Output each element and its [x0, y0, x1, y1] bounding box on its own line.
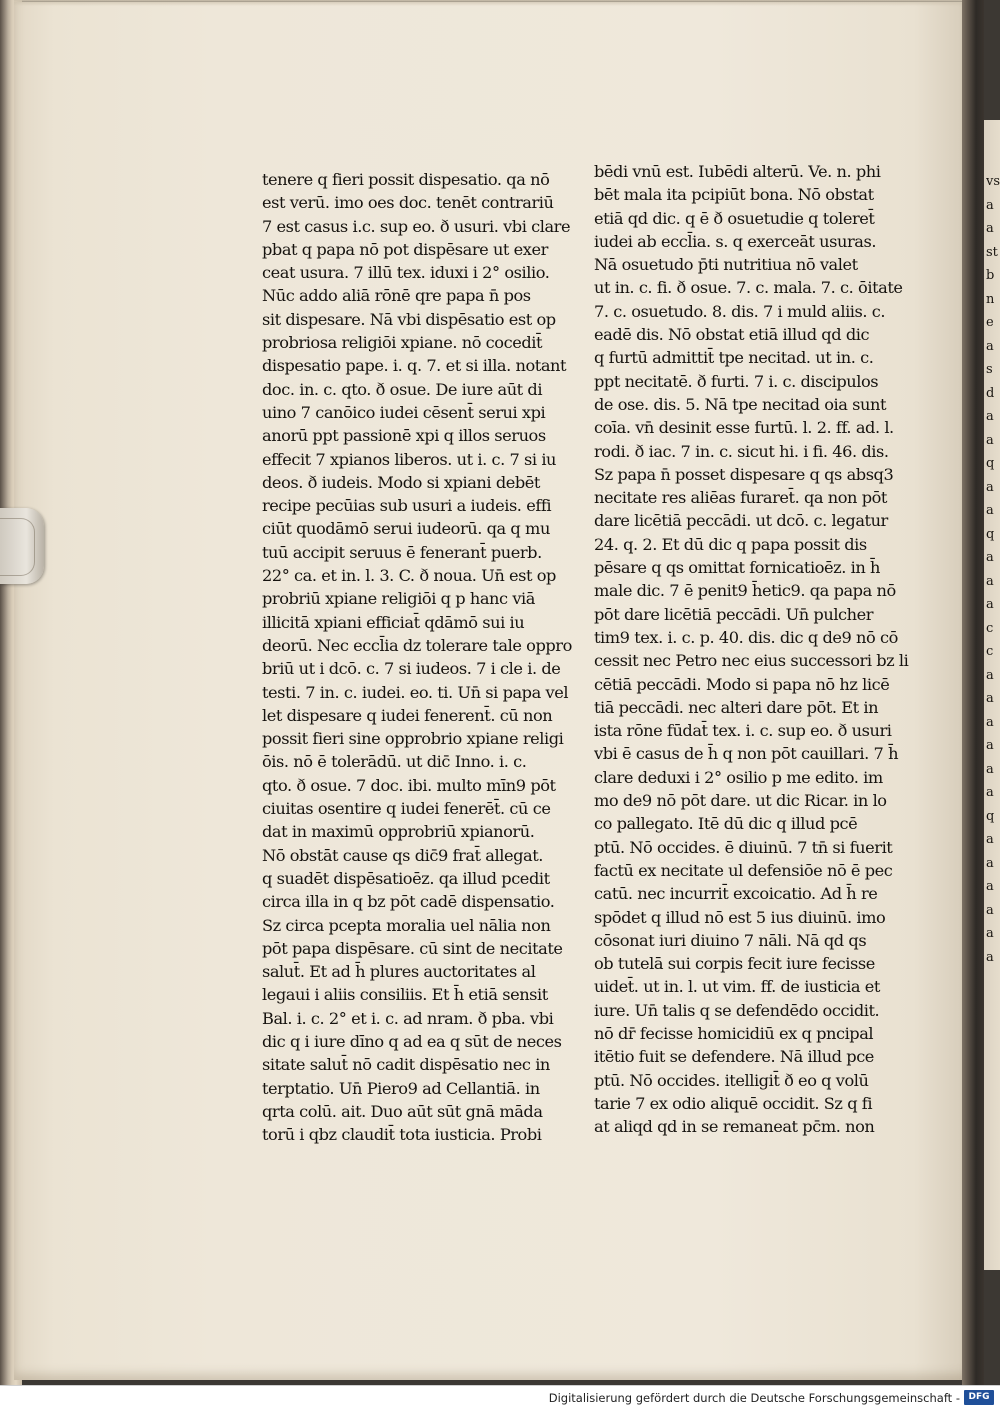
text-line: Nūc addo aliā rōnē qre papa n̄ pos: [262, 286, 531, 306]
text-line: mo de9 nō pōt dare. ut dic Ricar. in lo: [594, 791, 887, 811]
text-line: ceat usura. 7 illū tex. iduxi i 2° osilio.: [262, 263, 550, 283]
text-line: Sz papa n̄ posset dispesare q qs absq3: [594, 464, 894, 484]
text-line: catū. nec incurrit̄ excoicatio. Ad h̄ re: [594, 884, 878, 904]
text-line: dic q i iure dīno q ad ea q sūt de neces: [262, 1031, 562, 1051]
text-line: uidet̄. ut in. l. ut vim. ff. de iusticia et: [594, 977, 880, 997]
text-line: pōt dare licētiā peccādi. Un̄ pulcher: [594, 604, 874, 624]
book-gutter: [962, 0, 984, 1385]
text-line: iudei ab eccl̄ia. s. q exerceāt usuras.: [594, 231, 877, 251]
text-line: testi. 7 in. c. iudei. eo. ti. Un̄ si papa vel: [262, 682, 569, 702]
text-line: recipe pecūias sub usuri a iudeis. effi: [262, 496, 552, 516]
text-line: ob tutelā sui corpis fecit iure fecisse: [594, 954, 875, 974]
text-line: co pallegato. Itē dū dic q illud pcē: [594, 814, 858, 834]
text-line: ppt necitatē. ð furti. 7 i. c. discipulos: [594, 371, 879, 391]
page-top-edge: [14, 0, 974, 6]
text-line: uino 7 canōico iudei cēsent̄ serui xpi: [262, 402, 546, 422]
text-line: briū ut i dcō. c. 7 si iudeos. 7 i cle i. de: [262, 659, 561, 679]
text-line: ptū. Nō occides. ē diuinū. 7 tn̄ si fuerit: [594, 837, 893, 857]
text-line: qrta colū. ait. Duo aūt sūt gnā māda: [262, 1101, 543, 1121]
text-column-right: [594, 160, 908, 1138]
text-line: 22° ca. et in. l. 3. C. ð noua. Un̄ est op: [262, 566, 556, 586]
text-line: tenere q fieri possit dispesatio. qa nō: [262, 170, 550, 189]
text-line: dispesatio pape. i. q. 7. et si illa. notant: [262, 356, 567, 376]
text-line: anorū ppt passionē xpi q illos seruos: [262, 426, 546, 446]
text-line: deos. ð iudeis. Modo si xpiani debēt: [262, 472, 540, 492]
next-page-text-fragment: vsaastbneasdaaqaaqaaaccaaaaaaqaaaaaa: [986, 174, 1000, 965]
text-line: itētio fuit se defendere. Nā illud pce: [594, 1047, 874, 1067]
footer-bar: [0, 1385, 1000, 1411]
text-line: deorū. Nec eccl̄ia dz tolerare tale oppro: [262, 635, 572, 655]
text-line: necitate res aliēas furaret̄. qa non pōt: [594, 488, 887, 508]
text-line: pbat q papa nō pot dispēsare ut exer: [262, 239, 548, 259]
text-line: dat in maximū opprobriū xpianorū.: [262, 822, 535, 842]
text-column-left: [262, 168, 572, 1146]
text-line: spōdet q illud nō est 5 ius diuinū. imo: [594, 907, 886, 927]
text-line: terptatio. Un̄ Piero9 ad Cellantiā. in: [262, 1078, 540, 1098]
text-line: Sz circa pcepta moralia uel nālia non: [262, 915, 551, 935]
text-line: tim9 tex. i. c. p. 40. dis. dic q de9 nō cō: [594, 627, 898, 647]
text-line: tuū accipit seruus ē fenerant̄ puerb.: [262, 542, 542, 562]
text-line: qto. ð osue. 7 doc. ibi. multo mīn9 pōt: [262, 775, 556, 795]
text-line: q furtū admittit̄ tpe necitad. ut in. c.: [594, 348, 874, 368]
text-line: pōt papa dispēsare. cū sint de necitate: [262, 938, 563, 958]
page-clip-inner: [0, 518, 35, 576]
text-line: coīa. vn̄ desinit esse furtū. l. 2. ff. ad. l.: [594, 418, 894, 438]
text-line: effecit 7 xpianos liberos. ut i. c. 7 si iu: [262, 449, 557, 469]
text-line: ciuitas osentire q iudei fenerēt̄. cū ce: [262, 799, 551, 819]
text-line: Nō obstāt cause qs dic̄9 frat̄ allegat.: [262, 845, 543, 865]
dfg-logo: DFG: [964, 1390, 994, 1405]
text-line: eadē dis. Nō obstat etiā illud qd dic: [594, 325, 870, 345]
text-line: tiā peccādi. nec alteri dare pōt. Et in: [594, 697, 879, 717]
text-line: tarie 7 ex odio aliquē occidit. Sz q fi: [594, 1093, 873, 1113]
text-line: vbi ē casus de h̄ q non pōt cauillari. 7 h̄: [594, 744, 899, 764]
text-line: de ose. dis. 5. Nā tpe necitad oia sunt: [594, 394, 887, 414]
text-line: sit dispesare. Nā vbi dispēsatio est op: [262, 309, 556, 329]
text-line: torū i qbz claudit̄ tota iusticia. Probi: [262, 1125, 542, 1145]
text-line: 7. c. osuetudo. 8. dis. 7 i muld aliis. c.: [594, 301, 886, 321]
text-line: at aliqd qd in se remaneat pc̄m. non: [594, 1117, 875, 1137]
text-line: bēt mala ita pcipiūt bona. Nō obstat: [594, 185, 874, 205]
text-line: doc. in. c. qto. ð osue. De iure aūt di: [262, 379, 543, 399]
text-line: factū ex necitate ul defensiōe nō ē pec: [594, 860, 893, 880]
text-line: pēsare q qs omittat fornicatioēz. in h̄: [594, 558, 880, 578]
text-line: male dic. 7 ē penit9 h̄etic9. qa papa nō: [594, 581, 896, 601]
text-line: circa illa in q bz pōt cadē dispensatio.: [262, 892, 555, 912]
text-line: possit fieri sine opprobrio xpiane religi: [262, 729, 564, 749]
text-line: dare licētiā peccādi. ut dcō. c. legatur: [594, 511, 888, 531]
text-line: ista rōne fūdat̄ tex. i. c. sup eo. ð usuri: [594, 721, 892, 741]
text-line: sitate salut̄ nō cadit dispēsatio nec in: [262, 1055, 550, 1075]
text-line: Nā osuetudo p̄ti nutritiua nō valet: [594, 255, 858, 275]
text-line: illicitā xpiani efficiat̄ qdāmō sui iu: [262, 612, 525, 632]
text-line: 7 est casus i.c. sup eo. ð usuri. vbi clare: [262, 216, 571, 236]
text-line: let dispesare q iudei fenerent̄. cū non: [262, 705, 553, 725]
text-line: nō dr̄ fecisse homicidiū ex q pncipal: [594, 1023, 874, 1043]
text-line: cētiā peccādi. Modo si papa nō hz licē: [594, 674, 890, 694]
text-line: q suadēt dispēsatioēz. qa illud pcedit: [262, 868, 550, 888]
text-line: 24. q. 2. Et dū dic q papa possit dis: [594, 534, 867, 554]
text-line: probriū xpiane religiōi q p hanc viā: [262, 589, 535, 609]
text-line: ut in. c. fi. ð osue. 7. c. mala. 7. c. ōitate: [594, 278, 903, 298]
text-line: rodi. ð iac. 7 in. c. sicut hi. i fi. 46. dis.: [594, 441, 889, 461]
text-line: bēdi vnū est. Iubēdi alterū. Ve. n. phi: [594, 162, 881, 181]
text-line: ōis. nō ē tolerādū. ut dic̄ Inno. i. c.: [262, 752, 527, 772]
text-line: est verū. imo oes doc. tenēt contrariū: [262, 193, 554, 213]
text-line: cessit nec Petro nec eius successori bz li: [594, 651, 909, 671]
text-line: legaui i aliis consiliis. Et h̄ etiā sensit: [262, 985, 548, 1005]
text-line: clare deduxi i 2° osilio p me edito. im: [594, 767, 883, 787]
text-line: Bal. i. c. 2° et i. c. ad nram. ð pba. vbi: [262, 1008, 554, 1028]
text-line: cōsonat iuri diuino 7 nāli. Nā qd qs: [594, 930, 867, 950]
text-line: ptū. Nō occides. itelligit̄ ð eo q volū: [594, 1070, 869, 1090]
text-line: etiā qd dic. q ē ð osuetudie q toleret̄: [594, 208, 875, 228]
funding-credit: Digitalisierung gefördert durch die Deutsche Forschungsgemeinschaft -: [548, 1391, 960, 1405]
text-line: probriosa religiōi xpiane. nō cocedit̄: [262, 333, 543, 353]
text-line: iure. Un̄ talis q se defendēdo occidit.: [594, 1000, 880, 1020]
text-line: salut̄. Et ad h̄ plures auctoritates al: [262, 962, 536, 982]
text-line: ciūt quodāmō serui iudeorū. qa q mu: [262, 519, 550, 539]
